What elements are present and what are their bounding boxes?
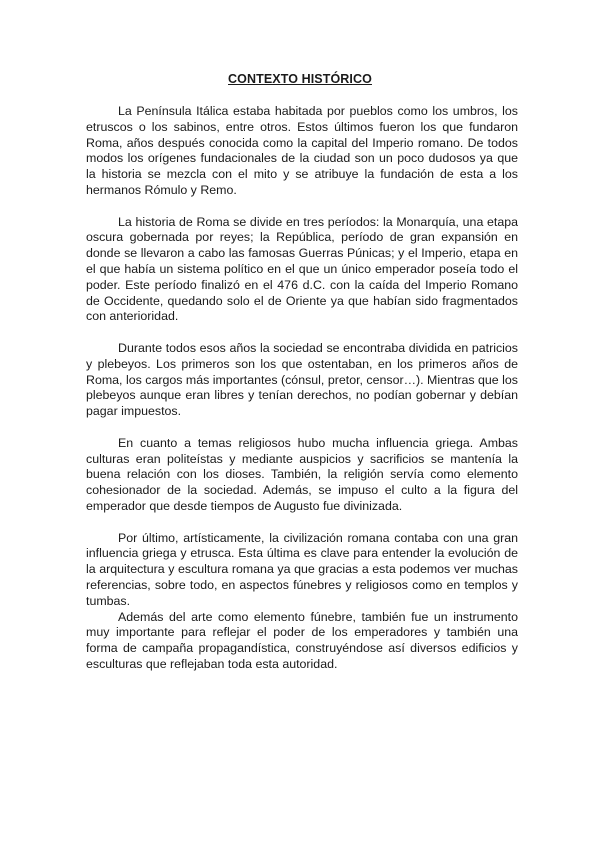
document-body xyxy=(86,104,518,688)
paragraph-religion: En cuanto a temas religiosos hubo mucha influencia griega. Ambas culturas eran politeístas y mediante auspicios y sacrificios se mantenía la buena relación con los dioses. También, la religión servía como elemento cohesionador de la sociedad. Además, se impuso el culto a la figura del emperador que desde tiempos de Augusto fue divinizada. xyxy=(86,435,518,513)
paragraph-periods: La historia de Roma se divide en tres períodos: la Monarquía, una etapa oscura gobernada por reyes; la República, período de gran expansión en donde se llevaron a cabo las famosas Guerras Púnicas; y el Imperio, etapa en el que había un sistema político en el que un único emperador poseía todo el poder. Este período finalizó en el 476 d.C. con la caída del Imperio Romano de Occidente, quedando solo el de Oriente ya que habían sido fragmentados con anterioridad. xyxy=(86,214,518,324)
paragraph-society: Durante todos esos años la sociedad se encontraba dividida en patricios y plebeyos. Los primeros son los que ostentaban, en los primeros años de Roma, los cargos más importantes (cónsul, pretor, censor…). Mientras que los plebeyos aunque eran libres y tenían derechos, no podían gobernar y debían pagar impuestos. xyxy=(86,340,518,419)
paragraph-origins: La Península Itálica estaba habitada por pueblos como los umbros, los etruscos o los sabinos, entre otros. Estos últimos fueron los que fundaron Roma, años después conocida como la capital del Imperio romano. De todos modos los orígenes fundacionales de la ciudad son un poco dudosos ya que la historia se mezcla con el mito y se atribuye la fundación de esta a los hermanos Rómulo y Remo. xyxy=(86,104,518,197)
paragraph-art: Por último, artísticamente, la civilización romana contaba con una gran influencia griega y etrusca. Esta última es clave para entender la evolución de la arquitectura y escultura romana ya que gracias a esta podemos ver muchas referencias, sobre todo, en aspectos fúnebres y religiosos como en templos y tumbas. xyxy=(86,530,518,608)
document-title: CONTEXTO HISTÓRICO xyxy=(228,72,372,86)
paragraph-art-power: Además del arte como elemento fúnebre, también fue un instrumento muy importante para reflejar el poder de los emperadores y también una forma de campaña propagandística, construyéndose así diversos edificios y esculturas que reflejaban toda esta autoridad. xyxy=(86,609,518,671)
